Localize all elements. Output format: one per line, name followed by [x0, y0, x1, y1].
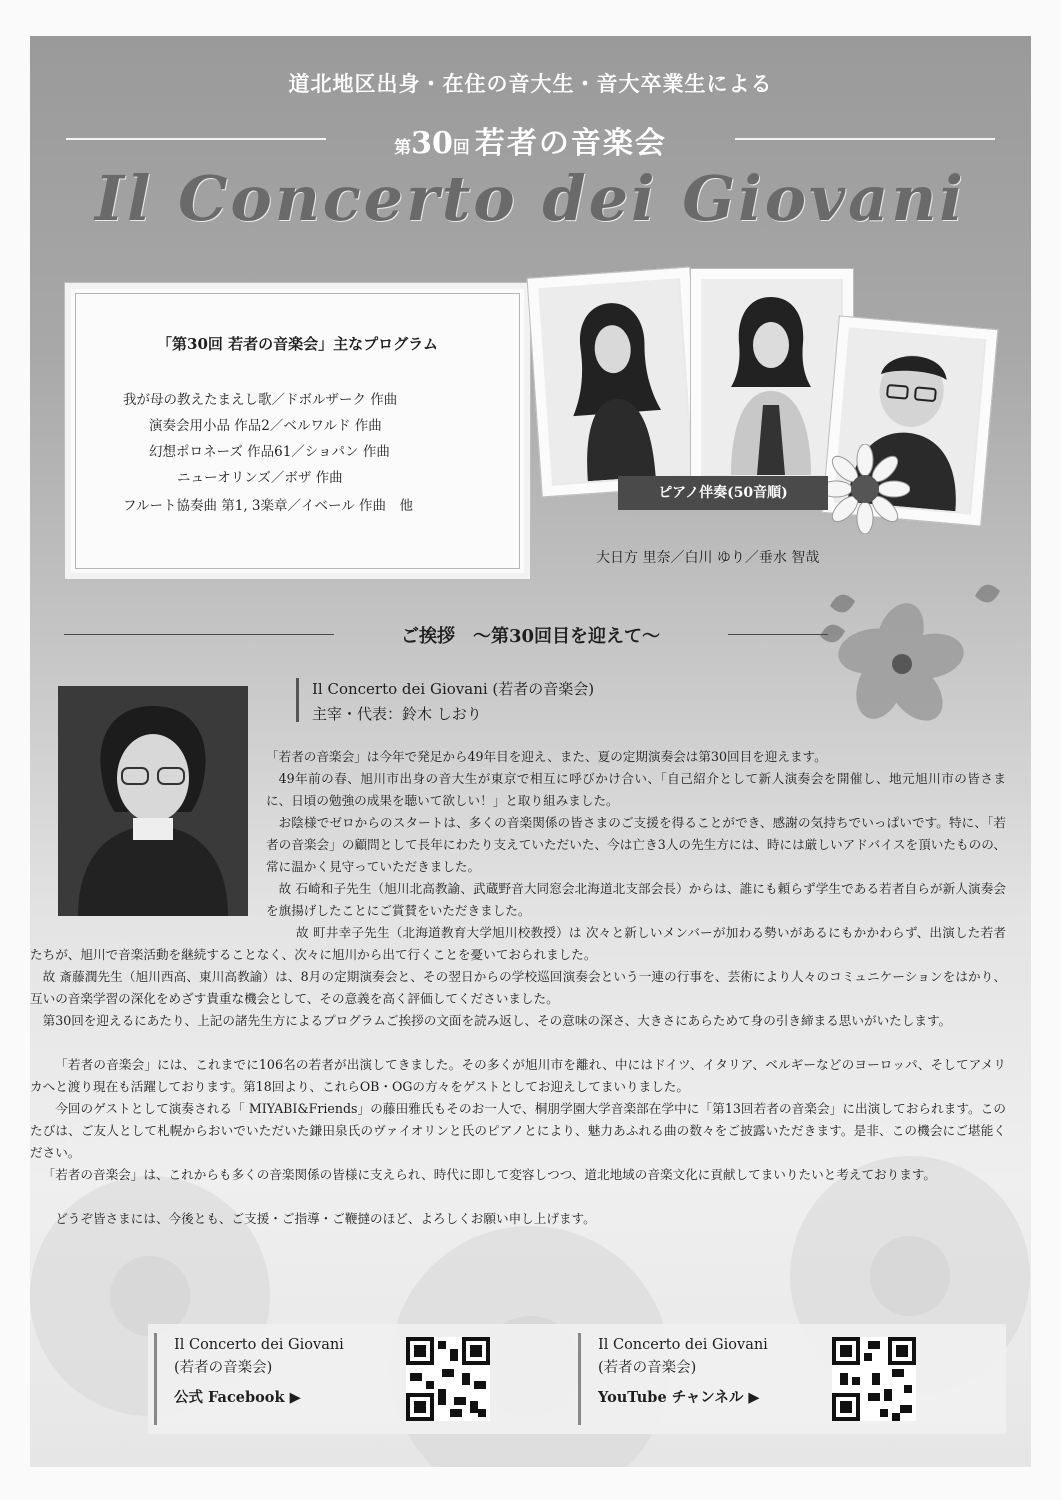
youtube-link-line1: Il Concerto dei Giovani — [598, 1337, 768, 1353]
greeting-paragraph: 第30回を迎えるにあたり、上記の諸先生方によるプログラムご挨拶の文面を読み返し、その意味の深さ、大きさにあらためて身の引き締まる思いがいたします。 — [42, 1013, 952, 1028]
program-item: ニューオリンズ／ボザ 作曲 — [177, 470, 343, 486]
facebook-qr-code[interactable] — [406, 1337, 490, 1421]
greeting-paragraph: 49年前の春、旭川市出身の音大生が東京で相互に呼びかけ合い、「自己紹介として新人演奏会を開催し、地元旭川市の皆さまに、日頃の勉強の成果を聴いて欲しい！」と取り組みました。 — [266, 771, 1006, 808]
title-ornament-right — [735, 138, 995, 140]
greeting-organization: Il Concerto dei Giovani (若者の音楽会) — [312, 680, 595, 698]
greeting-paragraph: 故 町井幸子先生（北海道教育大学旭川校教授）は 次々と新しいメンバーが加わる勢いがあるにもかかわらず、出演した若者たちが、旭川で音楽活動を継続することなく、次々に旭川から出て行くことを憂いておられました。 — [30, 925, 1006, 962]
greeting-accent-bar — [296, 678, 299, 722]
program-item: 我が母の教えたまえし歌／ドボルザーク 作曲 — [123, 392, 398, 408]
portrait-silhouette — [58, 686, 248, 916]
latin-title: Il Concerto dei Giovani — [95, 162, 966, 235]
program-card — [64, 282, 531, 580]
facebook-link-label: 公式 Facebook — [174, 1389, 285, 1406]
accompanist-ribbon: ピアノ伴奏(50音順) — [618, 476, 828, 510]
youtube-link-label: YouTube チャンネル — [598, 1389, 744, 1406]
greeting-title: ご挨拶 ～第30回目を迎えて～ — [400, 626, 661, 647]
edition-number: 30 — [411, 126, 453, 161]
performer-silhouette-1 — [538, 278, 691, 483]
greeting-paragraph: 故 斎藤潤先生（旭川西高、東川高教諭）は、8月の定期演奏会と、その翌日からの学校巡回演奏会という一連の行事を、芸術により人々のコミュニケーションをはかり、互いの音楽学習の深化をめざす貴重な機会として、その意義を高く評価してくださいました。 — [30, 969, 1006, 1006]
play-arrow-icon: ▶ — [748, 1389, 760, 1406]
greeting-paragraph: 「若者の音楽会」は、これからも多くの音楽関係の皆様に支えられ、時代に即して変容しつつ、道北地域の音楽文化に貢献してまいりたいと考えております。 — [42, 1167, 936, 1182]
program-item: 幻想ポロネーズ 作品61／ショパン 作曲 — [149, 444, 390, 460]
link-accent-bar — [154, 1333, 157, 1425]
social-links-panel — [148, 1324, 1006, 1434]
program-item: フルート協奏曲 第1, 3楽章／イベール 作曲 他 — [123, 498, 414, 514]
play-arrow-icon: ▶ — [289, 1389, 301, 1406]
facebook-link-line2: (若者の音楽会) — [174, 1360, 273, 1376]
sunflower-icon — [820, 444, 910, 534]
program-heading: 「第30回 若者の音楽会」主なプログラム — [157, 335, 438, 353]
greeting-paragraph: 「若者の音楽会」には、これまでに106名の若者が出演してきました。その多くが旭川市を離れ、中にはドイツ、イタリア、ベルギーなどのヨーロッパ、そしてアメリカへと渡り現在も活躍しております。第18回より、これらOB・OGの方々をゲストとしてお迎えしてまいりました。 — [30, 1057, 1006, 1094]
greeting-paragraph: 故 石崎和子先生（旭川北高教諭、武蔵野音大同窓会北海道北支部会長）からは、誰にも頼らず学生である若者自らが新人演奏会を旗揚げしたことにご賞賛をいただきました。 — [266, 881, 1006, 918]
greeting-paragraph: どうぞ皆さまには、今後とも、ご支援・ご指導・ご鞭撻のほど、よろしくお願い申し上げます。 — [55, 1211, 596, 1226]
edition-prefix: 第 — [394, 138, 412, 158]
facebook-link[interactable] — [174, 1386, 301, 1409]
greeting-ornament-right — [728, 634, 828, 635]
author-portrait — [58, 686, 248, 916]
accompanist-names: 大日方 里奈／白川 ゆり／垂水 智哉 — [596, 550, 820, 566]
event-title — [30, 118, 1031, 162]
youtube-link-line2: (若者の音楽会) — [598, 1360, 697, 1376]
title-ornament-left — [66, 138, 326, 140]
youtube-link[interactable] — [598, 1386, 760, 1409]
link-accent-bar — [578, 1333, 581, 1425]
flyer-sheet — [30, 36, 1031, 1467]
title-text: 若者の音楽会 — [474, 126, 667, 161]
facebook-link-line1: Il Concerto dei Giovani — [174, 1337, 344, 1353]
greeting-paragraph: お陰様でゼロからのスタートは、多くの音楽関係の皆さまのご支援を得ることができ、感謝の気持ちでいっぱいです。特に、「若者の音楽会」の顧問として長年にわたり支えていただいた、今は亡き3人の先生方には、時には厳しいアドバイスを頂いたものの、常に温かく見守っていただきました。 — [266, 815, 1006, 874]
event-subtitle: 道北地区出身・在住の音大生・音大卒業生による — [288, 71, 773, 96]
edition-suffix: 回 — [452, 138, 470, 158]
greeting-paragraph: 今回のゲストとして演奏される「 MIYABI&Friends」の藤田雅氏もそのお一人で、桐朋学園大学音楽部在学中に「第13回若者の音楽会」に出演しておられます。このたびは、ご友人として札幌からおいでいただいた鎌田泉氏のヴァイオリンと氏のピアノとにより、魅力あふれる曲の数々をご披露いただきます。是非、この機会にご堪能ください。 — [30, 1101, 1006, 1160]
performer-photo-1 — [527, 267, 706, 498]
greeting-paragraph: 「若者の音楽会」は今年で発足から49年目を迎え、また、夏の定期演奏会は第30回目を迎えます。 — [266, 749, 827, 764]
program-item: 演奏会用小品 作品2／ベルワルド 作曲 — [149, 418, 382, 434]
youtube-qr-code[interactable] — [832, 1337, 916, 1421]
greeting-author-role: 主宰・代表：鈴木 しおり — [312, 705, 482, 723]
